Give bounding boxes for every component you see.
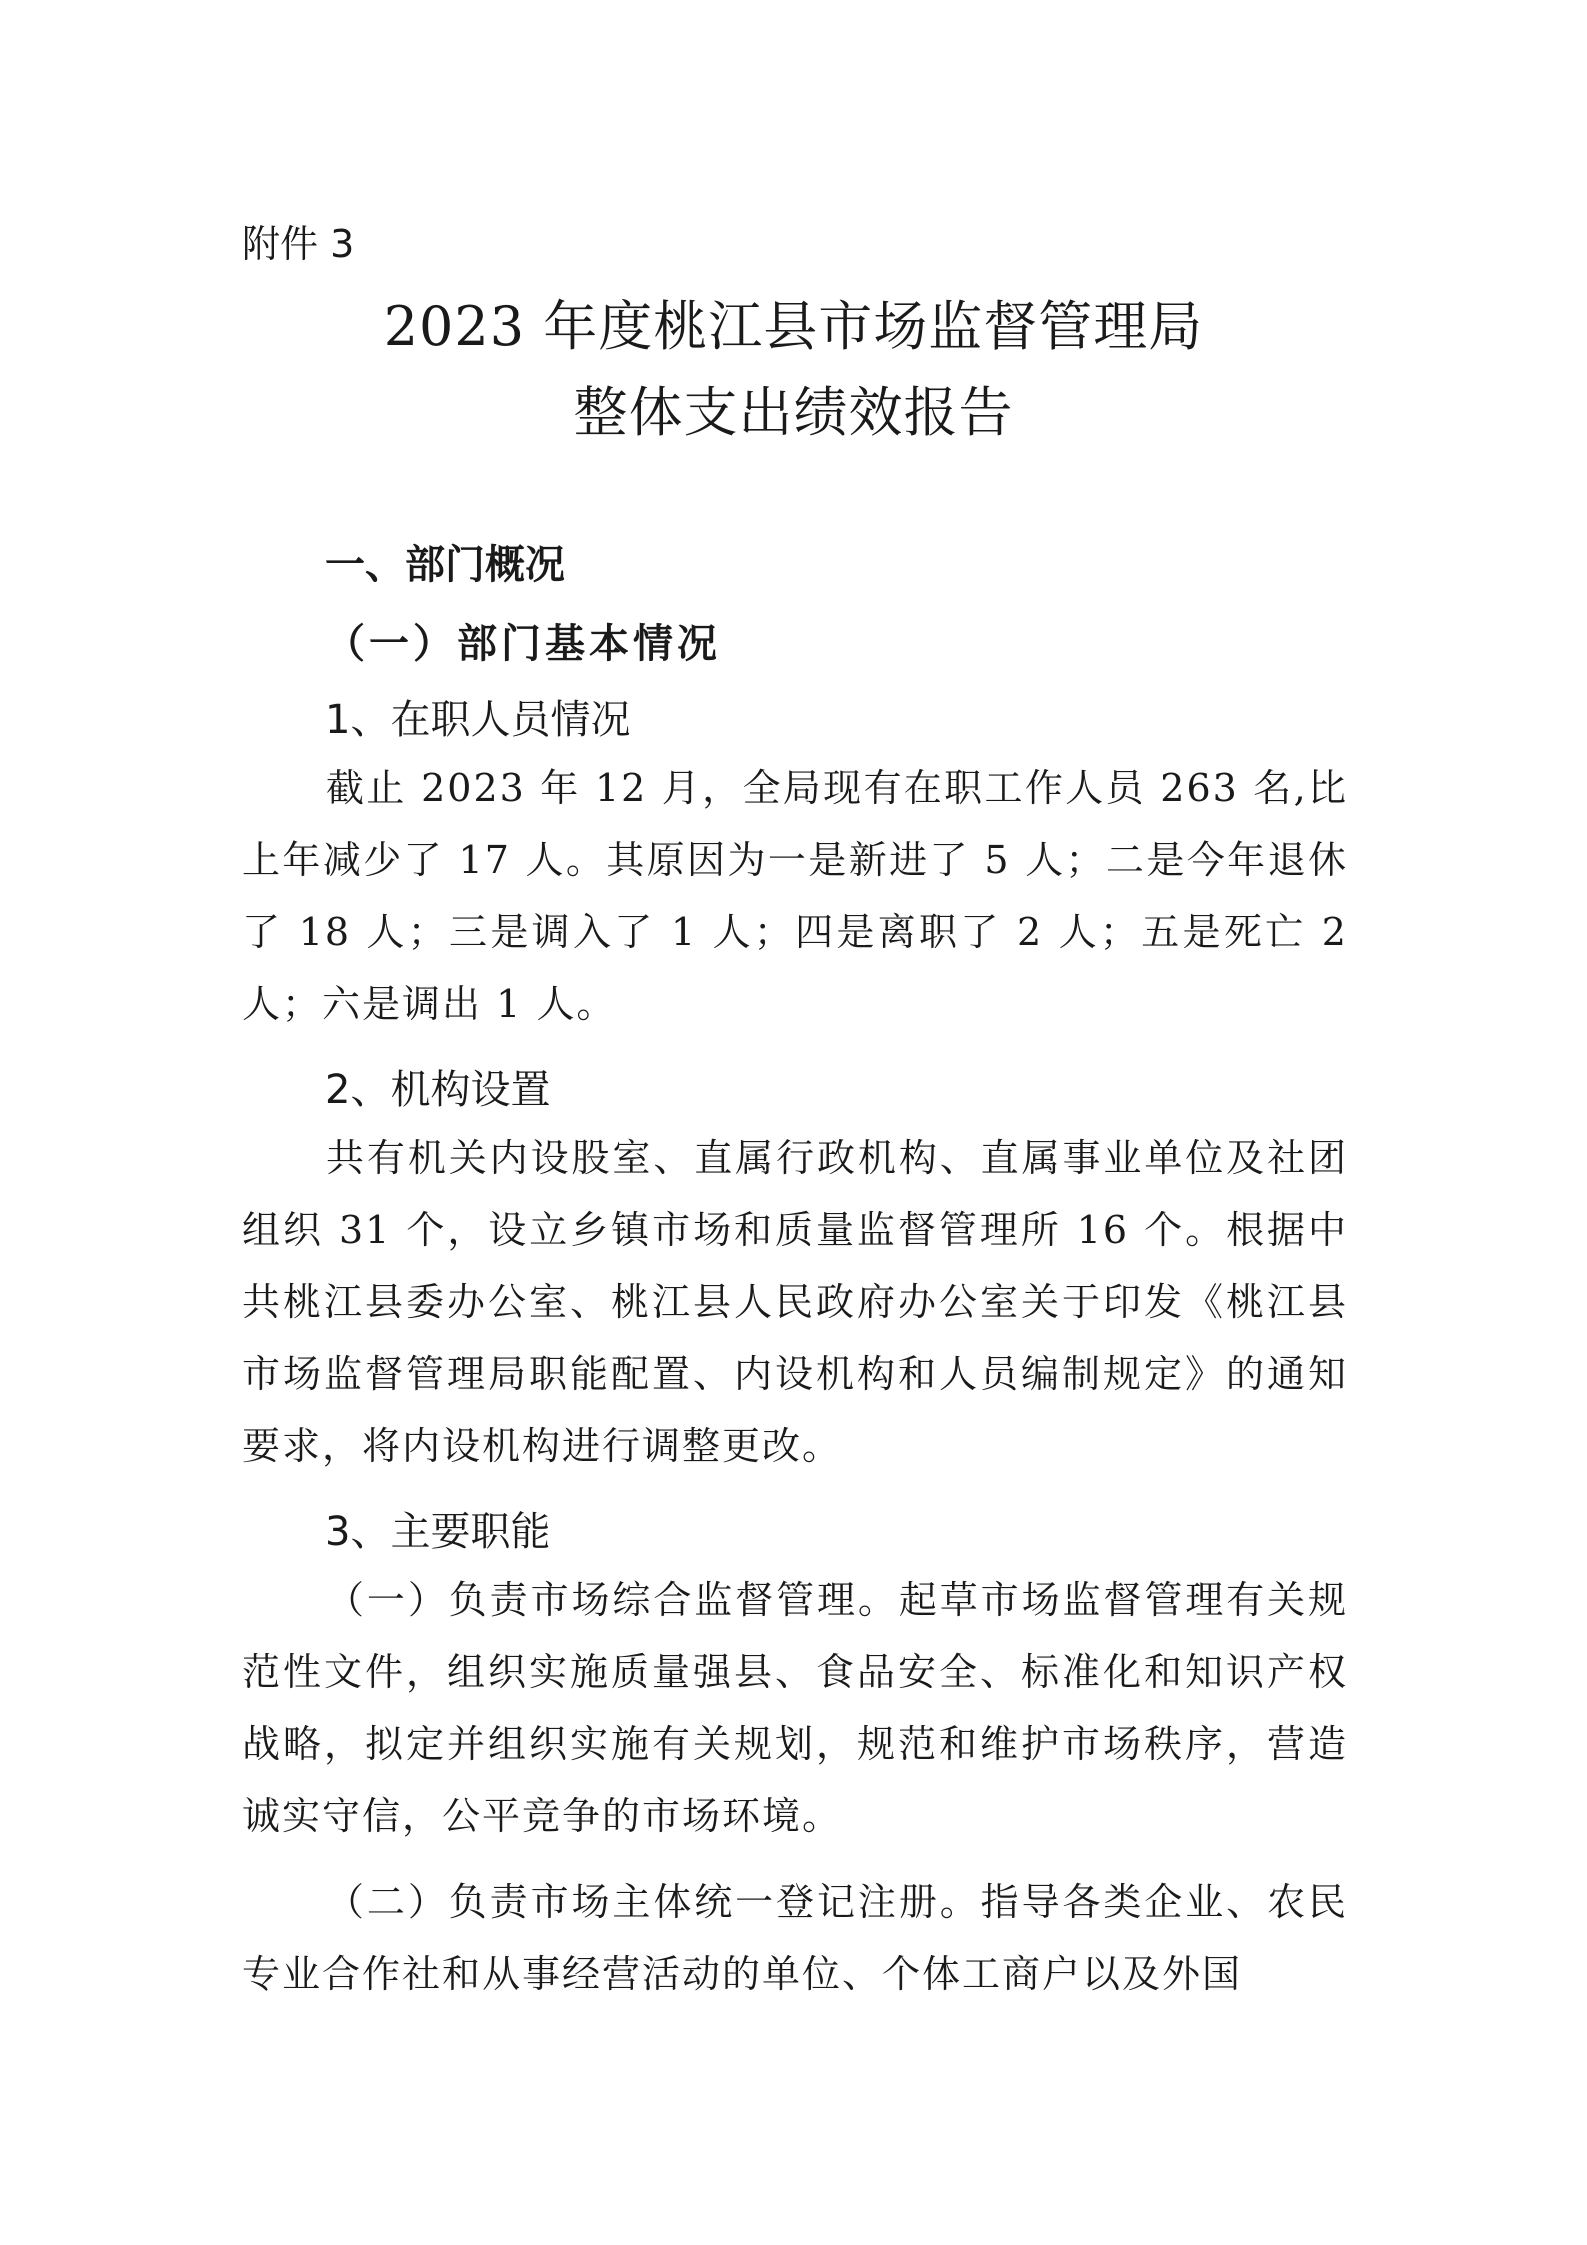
report-title-line2: 整体支出绩效报告: [573, 381, 1014, 444]
paragraph-staff: 截止 2023 年 12 月，全局现有在职工作人员 263 名,比上年减少了 17 人。其原因为一是新进了 5 人；二是今年退休了 18 人；三是调入了 1 人；四是离职了 2 人；五是死亡 2 人；六是调出 1 人。: [242, 766, 1348, 1026]
subsection-heading-basic-info: （一）部门基本情况: [325, 620, 721, 667]
item-heading-functions: 3、主要职能: [325, 1509, 551, 1555]
attachment-label: 附件 3: [242, 222, 355, 266]
report-title-line1: 2023 年度桃江县市场监督管理局: [383, 295, 1204, 358]
paragraph-duty-2: （二）负责市场主体统一登记注册。指导各类企业、农民专业合作社和从事经营活动的单位、个体工商户以及外国: [242, 1880, 1348, 1996]
paragraph-duty-1: （一）负责市场综合监督管理。起草市场监督管理有关规范性文件，组织实施质量强县、食品安全、标准化和知识产权战略，拟定并组织实施有关规划，规范和维护市场秩序，营造诚实守信，公平竞争的市场环境。: [242, 1578, 1348, 1838]
paragraph-organization: 共有机关内设股室、直属行政机构、直属事业单位及社团组织 31 个，设立乡镇市场和质量监督管理所 16 个。根据中共桃江县委办公室、桃江县人民政府办公室关于印发《桃江县市场监督管理局职能配置、内设机构和人员编制规定》的通知要求，将内设机构进行调整更改。: [242, 1136, 1348, 1468]
section-heading-overview: 一、部门概况: [325, 542, 565, 588]
item-heading-staff: 1、在职人员情况: [325, 697, 631, 743]
item-heading-organization: 2、机构设置: [325, 1067, 551, 1113]
